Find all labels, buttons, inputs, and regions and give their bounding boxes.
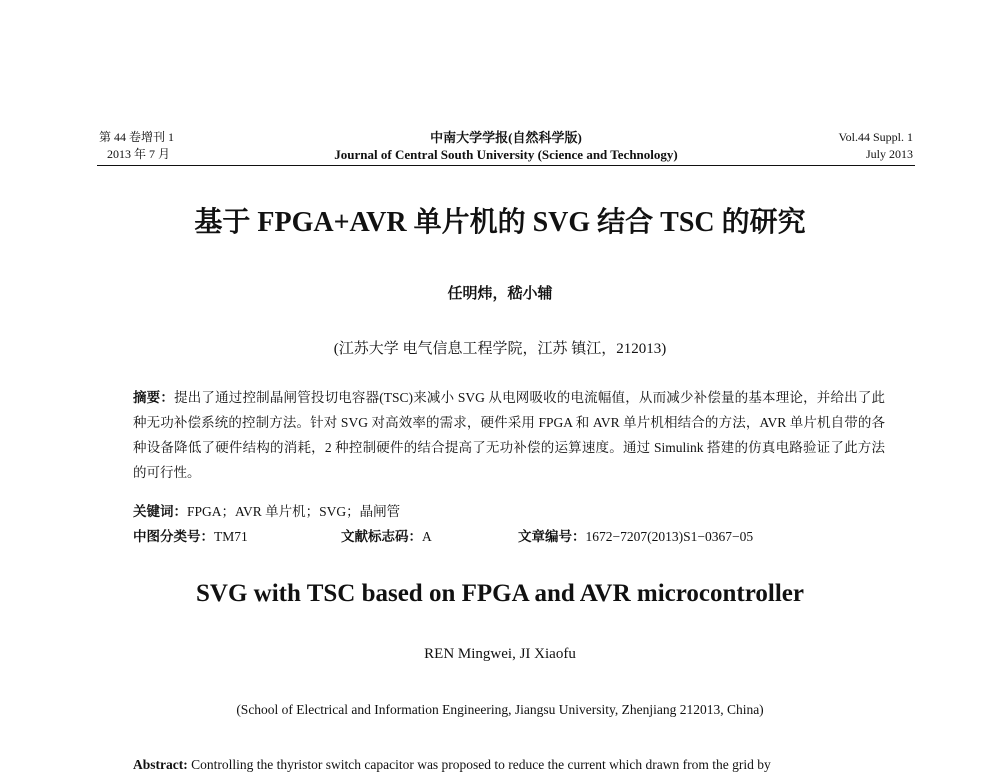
header-volume: 第 44 卷增刊 1 (99, 130, 175, 144)
authors-en: REN Mingwei, JI Xiaofu (424, 646, 576, 662)
paper-title-zh: 基于 FPGA+AVR 单片机的 SVG 结合 TSC 的研究 (194, 207, 806, 238)
keywords-text-zh: FPGA；AVR 单片机；SVG；晶闸管 (187, 504, 401, 519)
document-code-value: A (422, 529, 432, 544)
classification-value: TM71 (214, 529, 248, 544)
abstract-text-zh: 提出了通过控制晶闸管投切电容器(TSC)来减小 SVG 从电网吸收的电流幅值，从而减少补偿量的基本理论，并给出了此种无功补偿系统的控制方法。针对 SVG 对高效率的需求，硬件采用 FPGA 和 AVR 单片机相结合的方法，AVR 单片机自带的各种设备降低了硬件结构的消耗，2 种控制硬件的结合提高了无功补偿的运算速度。通过 Simulink 搭建的仿真电路验证了此方法的可行性。 (133, 390, 886, 480)
classification-label: 中图分类号： (133, 529, 214, 544)
article-number (518, 525, 753, 545)
running-header (97, 127, 915, 166)
article-number-label: 文章编号： (518, 529, 586, 544)
header-journal-name (97, 129, 915, 163)
abstract-label-en: Abstract: (133, 757, 188, 772)
keywords-zh (133, 500, 885, 520)
affiliation-en: (School of Electrical and Information Engineering, Jiangsu University, Zhenjiang 212013, China) (236, 702, 764, 717)
header-volume-info-en (839, 129, 913, 163)
header-journal-en: Journal of Central South University (Science and Technology) (334, 147, 678, 162)
affiliation-zh: (江苏大学 电气信息工程学院，江苏 镇江，212013) (333, 341, 667, 357)
header-date-zh: 2013 年 7 月 (107, 147, 171, 161)
abstract-text-en: Controlling the thyristor switch capacitor was proposed to reduce the current which drawn from the grid by (187, 757, 771, 772)
article-number-value: 1672−7207(2013)S1−0367−05 (585, 529, 754, 544)
header-volume-en: Vol.44 Suppl. 1 (838, 130, 913, 144)
abstract-label-zh: 摘要： (133, 390, 175, 405)
header-journal-zh: 中南大学学报(自然科学版) (430, 130, 582, 145)
document-code-label: 文献标志码： (341, 529, 422, 544)
abstract-zh (133, 385, 885, 485)
keywords-label-zh: 关键词： (133, 504, 187, 519)
header-date-en: July 2013 (865, 147, 913, 161)
document-code (341, 525, 432, 545)
authors-zh: 任明炜，嵇小辅 (447, 286, 553, 302)
paper-title-en: SVG with TSC based on FPGA and AVR microcontroller (196, 580, 804, 607)
abstract-en (133, 754, 885, 776)
classification-number (133, 525, 248, 545)
